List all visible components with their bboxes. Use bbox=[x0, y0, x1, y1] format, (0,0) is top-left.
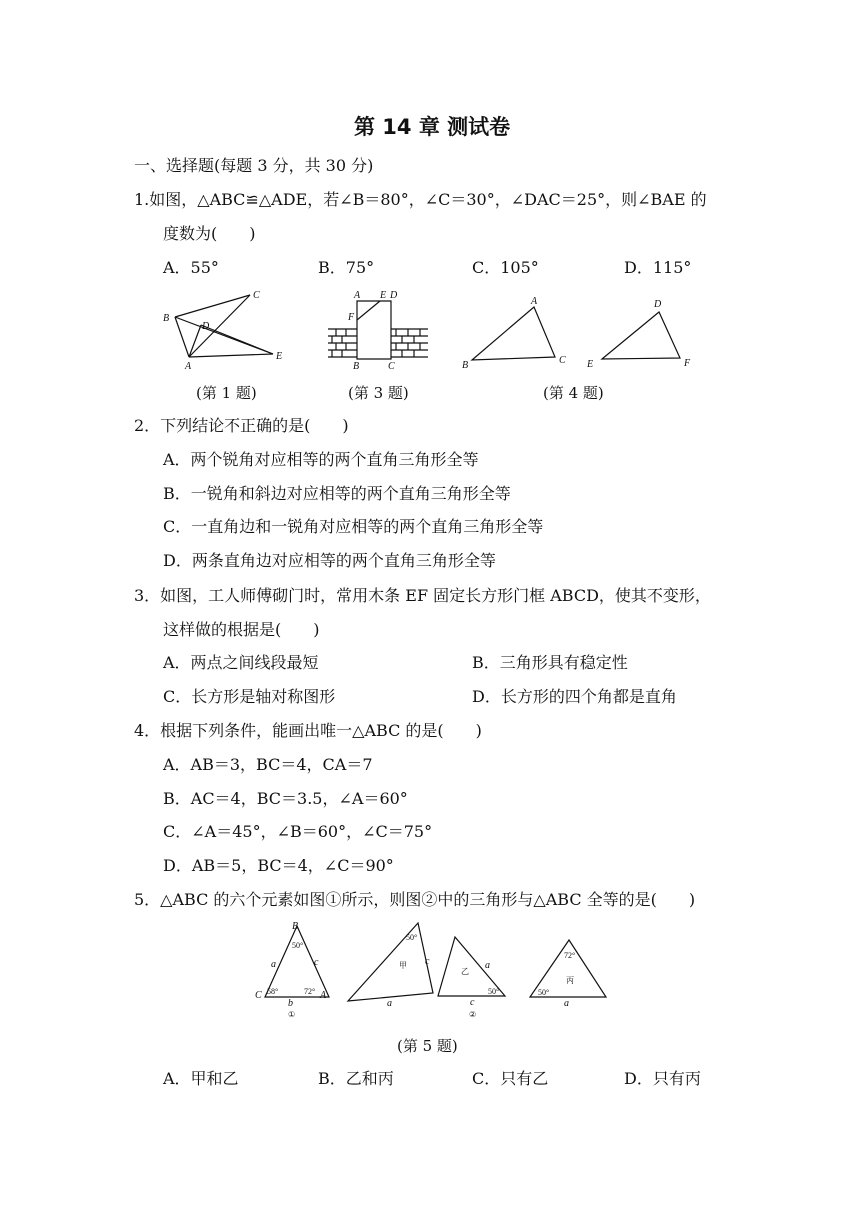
fig5-1-angle-c: 58° bbox=[267, 987, 279, 996]
figure-q4 bbox=[458, 290, 702, 372]
fig1-label-c: C bbox=[253, 290, 260, 301]
figure-q1 bbox=[155, 285, 295, 375]
fig5-triangle-jia bbox=[348, 923, 433, 1009]
fig5-bing-angle-left: 50° bbox=[538, 988, 550, 997]
fig3-label-c: C bbox=[388, 361, 395, 372]
q1-stem-line1: 1.如图，△ABC≌△ADE，若∠B＝80°，∠C＝30°，∠DAC＝25°，则∠BAE 的 bbox=[134, 190, 707, 209]
fig3-label-e: E bbox=[380, 290, 387, 301]
fig5-yi-side-a: a bbox=[485, 960, 490, 971]
fig5-triangle-abc bbox=[255, 921, 329, 1019]
q2-option-b: B．一锐角和斜边对应相等的两个直角三角形全等 bbox=[163, 484, 511, 503]
q4-option-a: A．AB＝3，BC＝4，CA＝7 bbox=[163, 755, 373, 774]
q4-option-c: C．∠A＝45°，∠B＝60°，∠C＝75° bbox=[163, 822, 433, 841]
q5-figure-caption: (第 5 题) bbox=[397, 1037, 458, 1055]
page-title: 第 14 章 测试卷 bbox=[354, 115, 511, 139]
fig5-yi-name: 乙 bbox=[461, 967, 469, 976]
q1-option-c: C．105° bbox=[472, 258, 539, 277]
q1-stem-line2: 度数为( ) bbox=[163, 224, 256, 243]
figure-q5 bbox=[248, 918, 620, 1022]
fig5-jia-name: 甲 bbox=[399, 961, 407, 970]
q3-option-b: B．三角形具有稳定性 bbox=[472, 653, 628, 672]
fig5-1-label-b: B bbox=[292, 921, 299, 932]
fig4-label-d: D bbox=[654, 299, 662, 310]
fig5-1-angle-a: 72° bbox=[304, 987, 316, 996]
q3-option-a: A．两点之间线段最短 bbox=[163, 653, 319, 672]
q3-stem-line2: 这样做的根据是( ) bbox=[163, 620, 320, 639]
q2-option-a: A．两个锐角对应相等的两个直角三角形全等 bbox=[163, 450, 479, 469]
fig5-triangle-bing bbox=[530, 940, 606, 1009]
figure-q3 bbox=[322, 287, 434, 375]
fig5-1-label-a: A bbox=[320, 990, 327, 1001]
fig5-1-marker: ① bbox=[288, 1010, 296, 1019]
q3-option-c: C．长方形是轴对称图形 bbox=[163, 687, 336, 706]
q1-option-d: D．115° bbox=[624, 258, 692, 277]
fig5-1-side-b: b bbox=[288, 998, 293, 1009]
q5-option-d: D．只有丙 bbox=[624, 1069, 701, 1088]
fig5-bing-side-a: a bbox=[564, 998, 569, 1009]
fig5-1-side-c: c bbox=[314, 957, 319, 968]
q2-stem: 2．下列结论不正确的是( ) bbox=[134, 416, 349, 435]
q1-option-a: A．55° bbox=[163, 258, 219, 277]
fig5-triangle-yi bbox=[438, 937, 505, 1019]
fig4-label-c: C bbox=[559, 355, 566, 366]
fig5-1-side-a: a bbox=[271, 959, 276, 970]
fig4-label-f: F bbox=[684, 358, 691, 369]
q4-option-d: D．AB＝5，BC＝4，∠C＝90° bbox=[163, 856, 394, 875]
section-heading: 一、选择题(每题 3 分，共 30 分) bbox=[134, 156, 374, 175]
fig5-1-angle-b: 50° bbox=[292, 941, 304, 950]
fig3-label-b: B bbox=[353, 361, 360, 372]
fig1-label-e: E bbox=[276, 351, 283, 362]
q4-figure-caption: (第 4 题) bbox=[543, 384, 604, 402]
fig4-label-e: E bbox=[587, 359, 594, 370]
q4-option-b: B．AC＝4，BC＝3.5，∠A＝60° bbox=[163, 789, 408, 808]
fig5-bing-angle-top: 72° bbox=[564, 951, 576, 960]
fig5-yi-marker: ② bbox=[469, 1010, 477, 1019]
fig3-label-a: A bbox=[354, 290, 361, 301]
fig5-jia-angle: 50° bbox=[406, 933, 418, 942]
fig5-1-label-c: C bbox=[255, 990, 262, 1001]
fig5-bing-name: 丙 bbox=[566, 976, 574, 985]
q4-stem: 4．根据下列条件，能画出唯一△ABC 的是( ) bbox=[134, 721, 482, 740]
q3-figure-caption: (第 3 题) bbox=[348, 384, 409, 402]
fig4-label-a: A bbox=[531, 296, 538, 307]
fig3-label-d: D bbox=[390, 290, 398, 301]
fig1-label-b: B bbox=[163, 313, 170, 324]
q3-option-d: D．长方形的四个角都是直角 bbox=[472, 687, 677, 706]
fig5-jia-side-c: c bbox=[425, 956, 430, 967]
fig3-label-f: F bbox=[348, 312, 355, 323]
q5-stem: 5．△ABC 的六个元素如图①所示，则图②中的三角形与△ABC 全等的是( ) bbox=[134, 890, 696, 909]
fig5-yi-angle: 50° bbox=[488, 987, 500, 996]
q1-option-b: B．75° bbox=[318, 258, 375, 277]
q5-option-b: B．乙和丙 bbox=[318, 1069, 394, 1088]
fig5-jia-side-a: a bbox=[387, 998, 392, 1009]
q5-option-c: C．只有乙 bbox=[472, 1069, 549, 1088]
fig4-label-b: B bbox=[462, 360, 469, 371]
fig1-label-a: A bbox=[185, 361, 192, 372]
q3-stem-line1: 3．如图，工人师傅砌门时，常用木条 EF 固定长方形门框 ABCD，使其不变形， bbox=[134, 586, 711, 605]
fig5-yi-side-c: c bbox=[470, 997, 475, 1008]
q2-option-c: C．一直角边和一锐角对应相等的两个直角三角形全等 bbox=[163, 517, 544, 536]
fig1-label-d: D bbox=[202, 321, 210, 332]
q1-figure-caption: (第 1 题) bbox=[196, 384, 257, 402]
q2-option-d: D．两条直角边对应相等的两个直角三角形全等 bbox=[163, 551, 496, 570]
q5-option-a: A．甲和乙 bbox=[163, 1069, 239, 1088]
